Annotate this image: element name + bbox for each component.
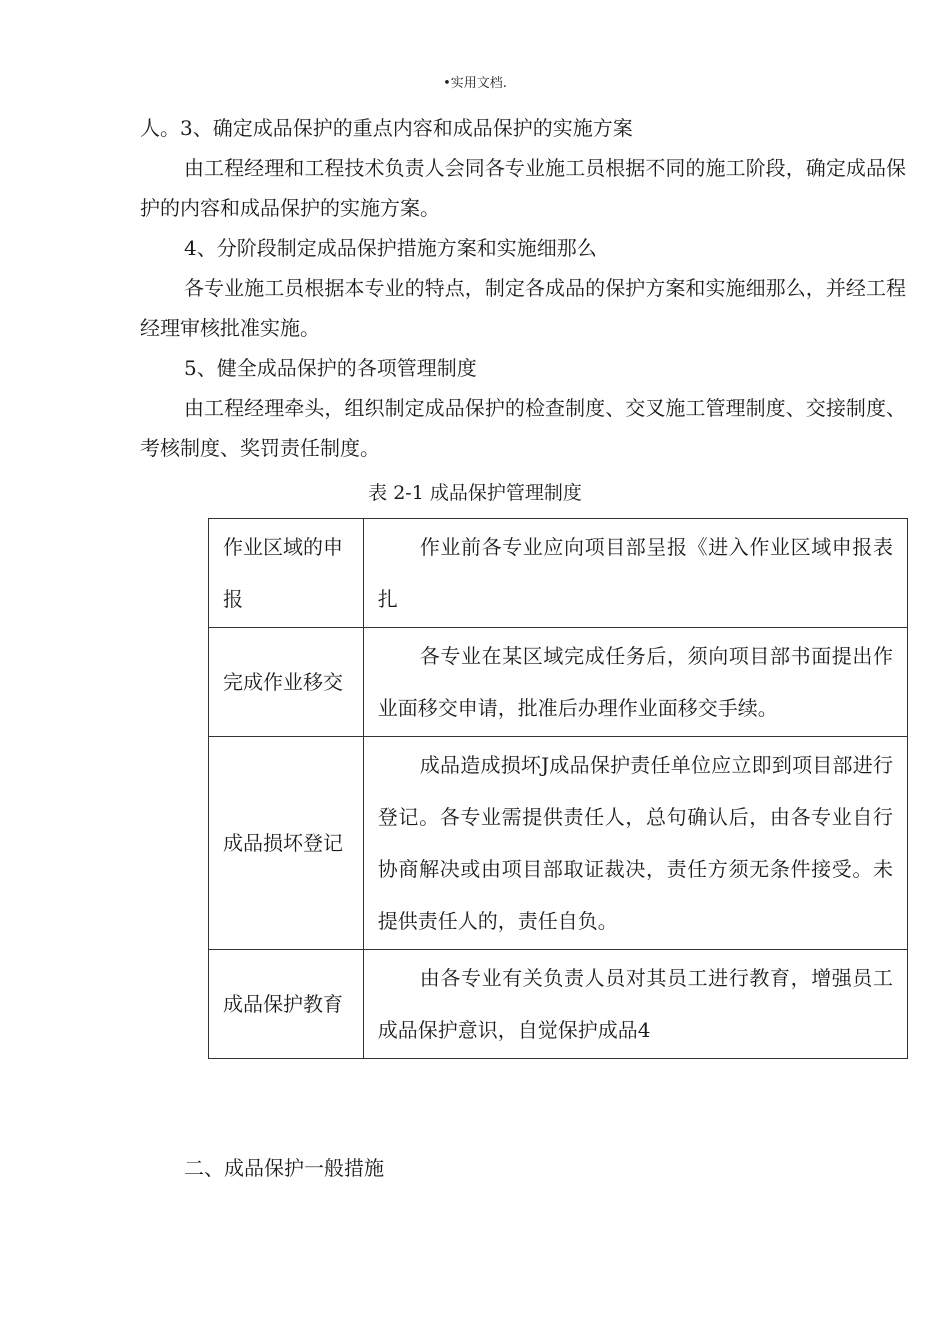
table-cell-content: 由各专业有关负责人员对其员工进行教育，增强员工成品保护意识，自觉保护成品4	[363, 950, 907, 1059]
table-row	[209, 628, 908, 737]
table-cell-item: 作业区域的申报	[209, 519, 364, 628]
table-row	[209, 737, 908, 950]
table-cell-content: 成品造成损坏J成品保护责任单位应立即到项目部进行登记。各专业需提供责任人，总句确认后，由各专业自行协商解决或由项目部取证裁决，责任方须无条件接受。未提供责任人的，责任自负。	[363, 737, 907, 950]
table-cell-content: 作业前各专业应向项目部呈报《进入作业区域申报表扎	[363, 519, 907, 628]
paragraph-5: 5、健全成品保护的各项管理制度	[184, 356, 477, 380]
section-heading: 二、成品保护一般措施	[184, 1156, 384, 1180]
paragraph-1: 人。3、确定成品保护的重点内容和成品保护的实施方案	[140, 116, 633, 140]
paragraph-4: 各专业施工员根据本专业的特点，制定各成品的保护方案和实施细那么，并经工程经理审核批准实施。	[140, 276, 906, 340]
table-cell-item: 完成作业移交	[209, 628, 364, 737]
page-header: •实用文档.	[443, 76, 507, 91]
management-table	[208, 518, 908, 1059]
paragraph-6: 由工程经理牵头，组织制定成品保护的检查制度、交叉施工管理制度、交接制度、考核制度、奖罚责任制度。	[140, 396, 906, 460]
paragraph-3: 4、分阶段制定成品保护措施方案和实施细那么	[184, 236, 597, 260]
table-row	[209, 519, 908, 628]
table-cell-item: 成品保护教育	[209, 950, 364, 1059]
table-row	[209, 950, 908, 1059]
table-cell-content: 各专业在某区域完成任务后，须向项目部书面提出作业面移交申请，批准后办理作业面移交手续。	[363, 628, 907, 737]
table-cell-item: 成品损坏登记	[209, 737, 364, 950]
table-caption: 表 2-1 成品保护管理制度	[368, 482, 582, 504]
paragraph-2: 由工程经理和工程技术负责人会同各专业施工员根据不同的施工阶段，确定成品保护的内容和成品保护的实施方案。	[140, 156, 906, 220]
